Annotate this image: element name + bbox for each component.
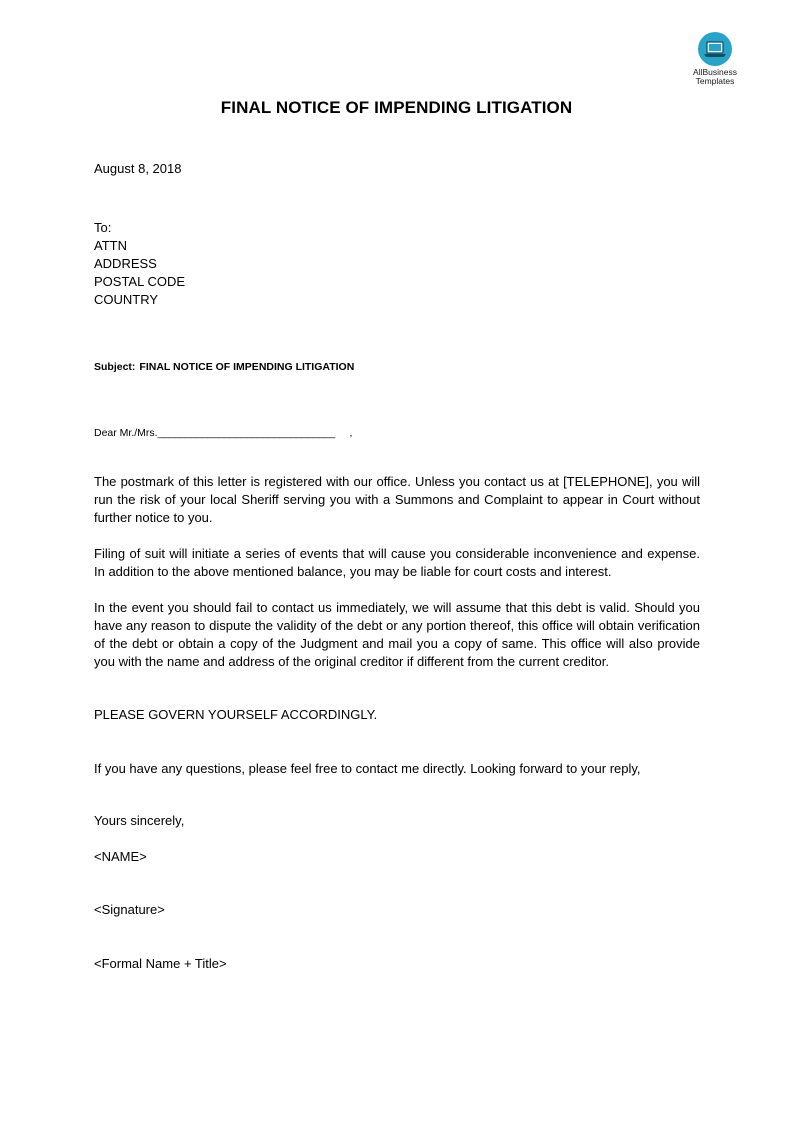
letter-date: August 8, 2018 [94, 161, 182, 176]
subject-line [94, 358, 700, 376]
greeting-prefix: Dear Mr./Mrs. [94, 427, 158, 439]
address-country: COUNTRY [94, 292, 159, 307]
recipient-address [94, 219, 700, 309]
body-paragraph-4: PLEASE GOVERN YOURSELF ACCORDINGLY. [94, 707, 378, 722]
subject-value: FINAL NOTICE OF IMPENDING LITIGATION [139, 361, 355, 373]
body-paragraph-2: Filing of suit will initiate a series of events that will cause you considerable inconvenience and expense. In addition to the above mentioned balance, you may be liable for court costs and interest. [94, 546, 700, 579]
address-to: To: [94, 220, 112, 235]
address-line: ADDRESS [94, 256, 157, 271]
logo-line-1: AllBusiness [693, 67, 737, 77]
logo-text [684, 68, 746, 86]
logo-line-2: Templates [695, 76, 735, 86]
sender-name: <NAME> [94, 849, 147, 864]
document-title: FINAL NOTICE OF IMPENDING LITIGATION [220, 98, 573, 117]
subject-label: Subject: [94, 361, 136, 373]
address-attn: ATTN [94, 238, 127, 253]
laptop-icon [698, 32, 732, 66]
body-paragraph-3: In the event you should fail to contact us immediately, we will assume that this debt is valid. Should you have any reason to dispute the validity of the debt or any portion thereof, this office will obtain verification of the debt or obtain a copy of the Judgment and mail you a copy of same. This office will also provide you with the name and address of the original creditor if different from the current creditor. [94, 600, 700, 669]
address-postal: POSTAL CODE [94, 274, 186, 289]
greeting-suffix: , [349, 427, 353, 439]
body-paragraph-1: The postmark of this letter is registered with our office. Unless you contact us at [TELEPHONE], you will run the risk of your local Sheriff serving you with a Summons and Complaint to appear in Court without further notice to you. [94, 474, 700, 525]
brand-logo [684, 32, 746, 86]
signature-placeholder: <Signature> [94, 902, 165, 917]
greeting-blank: ________________________________ [157, 427, 335, 439]
formal-name-title: <Formal Name + Title> [94, 956, 227, 971]
body-paragraph-5: If you have any questions, please feel free to contact me directly. Looking forward to your reply, [94, 761, 641, 776]
closing: Yours sincerely, [94, 813, 185, 828]
greeting [94, 424, 700, 442]
